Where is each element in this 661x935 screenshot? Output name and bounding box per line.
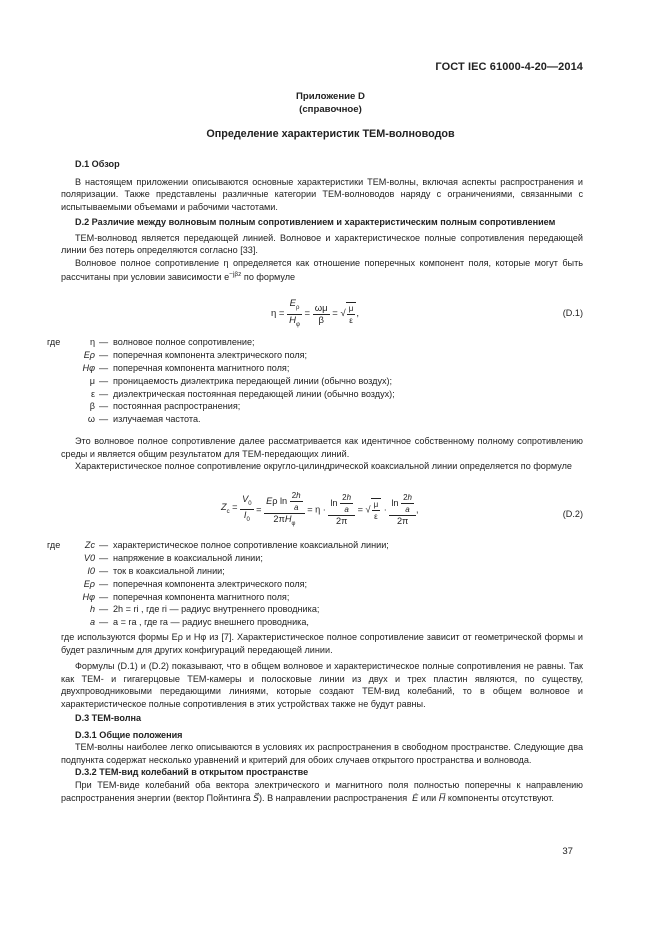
definition-row: V0 — напряжение в коаксиальной линии; [61,552,583,565]
d3-p2-part-a: При ТЕМ-виде колебаний оба вектора электрического и магнитного поля полностью поперечны к направлению распространения энергии (вектор Пойнтинга [61,779,583,803]
equation-d1 [61,298,583,328]
d2-p2-exponent: −jβz [229,271,242,279]
definition-text: постоянная распространения; [113,401,241,412]
d2-p5: где используются формы Eρ и Hφ из [7]. Характеристическое полное сопротивление зависит от геометрической формы и будет различным для других конфигураций передающей линии. [61,632,583,655]
definition-row: μ — проницаемость диэлектрика передающей линии (обычно воздух); [61,375,583,388]
definition-row: ω — излучаемая частота. [61,413,583,426]
definition-symbol: η [89,337,95,347]
definition-row: где η — волновое полное сопротивление; [47,337,255,347]
definition-symbol: a [89,617,95,628]
d2-p3: Это волновое полное сопротивление далее рассматривается как идентичное собственному полному сопротивлению среды и является общим результатом для ТЕМ-передающих линий. [61,436,583,459]
definition-symbol: Hφ [82,362,95,373]
heading-d3-2: D.3.2 ТЕМ-вид колебаний в открытом пространстве [75,767,309,778]
d3-p2-part-b: ). В направлении распространения [259,792,408,803]
definition-row: Hφ — поперечная компонента магнитного поля; [61,591,583,604]
definition-text: ток в коаксиальной линии; [113,565,225,576]
definition-row: I0 — ток в коаксиальной линии; [61,565,583,578]
section-d2 [61,216,583,284]
equation-d2-formula: $Z_c$ = $\frac{V_0}{I_0}$ = Eρ ln $\frac{2h}{a}$ $2\pi H_\varphi$ = η · ln $\frac{2h}{a}$ 2π = √ $\frac{\mu}{\varepsilon}$ · ln $\frac{2h}{a}$ 2π , [221,491,419,527]
definition-row: a — a = ra , где ra — радиус внешнего проводника, [61,616,583,629]
definition-row: где Zc — характеристическое полное сопротивление коаксиальной линии; [47,540,389,550]
h-field-symbol: H̅ [438,792,446,803]
definition-text: волновое полное сопротивление; [113,337,255,347]
main-title: Определение характеристик ТЕМ-волноводов [206,128,455,140]
d2-p2-end: по формуле [241,272,296,283]
document-header: ГОСТ IEC 61000-4-20—2014 [435,61,583,73]
definition-row: Eρ — поперечная компонента электрического поля; [61,349,583,362]
definition-text: поперечная компонента электрического поля; [113,578,308,589]
definition-symbol: ω [87,414,95,425]
heading-d3-1: D.3.1 Общие положения [75,729,183,740]
d2-p6: Формулы (D.1) и (D.2) показывают, что в общем волновое и характеристическое полные сопротивления не равны. Так как ТЕМ- и гигагерцовые ТЕМ-камеры и полосковые линии из двух и трех пластин являются, по существу, двухпроводниковыми передающими линиями, которые создают ТЕМ-вид колебаний, то в общем волновое и характеристическое полные сопротивления в этих устройствах также не будут равны. [61,661,583,709]
definition-text: диэлектрическая постоянная передающей линии (обычно воздух); [113,388,395,399]
d2-p4: Характеристическое полное сопротивление округло-цилиндрической коаксиальной линии определяется по формуле [75,461,572,472]
definition-text: напряжение в коаксиальной линии; [113,552,263,563]
definition-text: излучаемая частота. [113,414,201,425]
definition-text: поперечная компонента магнитного поля; [113,362,290,373]
definition-row: Hφ — поперечная компонента магнитного поля; [61,362,583,375]
definition-text: проницаемость диэлектрика передающей линии (обычно воздух); [113,375,393,386]
where-label: где [47,540,61,550]
section-d1 [61,158,583,213]
section-d2-tail [61,631,583,711]
where-label: где [47,337,61,347]
definitions-d1 [47,336,583,426]
page-number: 37 [562,846,573,857]
d2-p2 [61,257,583,284]
definition-symbol: β [89,401,95,412]
definitions-d2 [47,539,583,629]
definition-row: h — 2h = ri , где ri — радиус внутреннего проводника; [61,603,583,616]
definition-text: 2h = ri , где ri — радиус внутреннего проводника; [113,604,320,615]
heading-d2: D.2 Различие между волновым полным сопротивлением и характеристическим полным сопротивлением [75,217,556,227]
definition-row: β — постоянная распространения; [61,400,583,413]
equation-d2 [61,490,583,532]
poynting-symbol: S⃗ [253,792,259,803]
e-field-symbol: Ė [409,792,419,803]
definition-symbol: h [89,604,95,615]
appendix-subtitle: (справочное) [299,104,362,115]
definition-text: поперечная компонента магнитного поля; [113,591,290,602]
definition-text: a = ra , где ra — радиус внешнего проводника, [113,617,309,628]
definition-symbol: μ [89,375,95,386]
d3-p2 [61,779,583,804]
definition-symbol: ε [90,388,95,399]
definition-symbol: Eρ [83,578,95,589]
definition-symbol: V0 [83,552,95,563]
d3-p2-part-c: или [420,792,437,803]
definition-row: ε — диэлектрическая постоянная передающей линии (обычно воздух); [61,388,583,401]
d2-p2-text: Волновое полное сопротивление η определяется как отношение поперечных компонент поля, которые могут быть рассчитаны при условии зависимости e [61,257,583,283]
equation-d1-formula: η = $\frac{E_\rho}{H_\varphi}$ = $\frac{\omega\mu}{\beta}$ = √ $\frac{\mu}{\varepsilon}$ , [271,298,359,328]
d2-p1: ТЕМ-волновод является передающей линией. Волновое и характеристическое полные сопротивления передающей линии без потерь определяются согласно [33]. [61,232,583,256]
definition-row: Eρ — поперечная компонента электрического поля; [61,578,583,591]
definition-symbol: Zc [84,540,95,550]
heading-d3: D.3 ТЕМ-волна [75,713,142,723]
d3-p2-part-d: компоненты отсутствуют. [447,792,554,803]
appendix-title: Приложение D [296,91,365,102]
section-d2-continued [61,435,583,473]
d1-text: В настоящем приложении описываются основные характеристики ТЕМ-волны, включая аспекты распространения и поляризации. Также представлены различные категории ТЕМ-волноводов наряду с ограничениями, связанными с испытываемыми объемами и рабочими частотами. [61,176,583,212]
definition-text: характеристическое полное сопротивление коаксиальной линии; [113,540,389,550]
d3-p1: ТЕМ-волны наиболее легко описываются в условиях их распространения в свободном пространстве. Следующие два подпункта содержат несколько уравнений и критерий для обоих случаев открытого пространства и волновода. [61,742,583,765]
definition-symbol: I0 [87,565,95,576]
section-d3 [61,712,583,804]
equation-d1-number: (D.1) [562,308,583,318]
equation-d2-number: (D.2) [562,509,583,519]
heading-d1: D.1 Обзор [75,159,120,169]
definition-symbol: Hφ [82,591,95,602]
definition-text: поперечная компонента электрического поля; [113,349,308,360]
definition-symbol: Eρ [83,349,95,360]
